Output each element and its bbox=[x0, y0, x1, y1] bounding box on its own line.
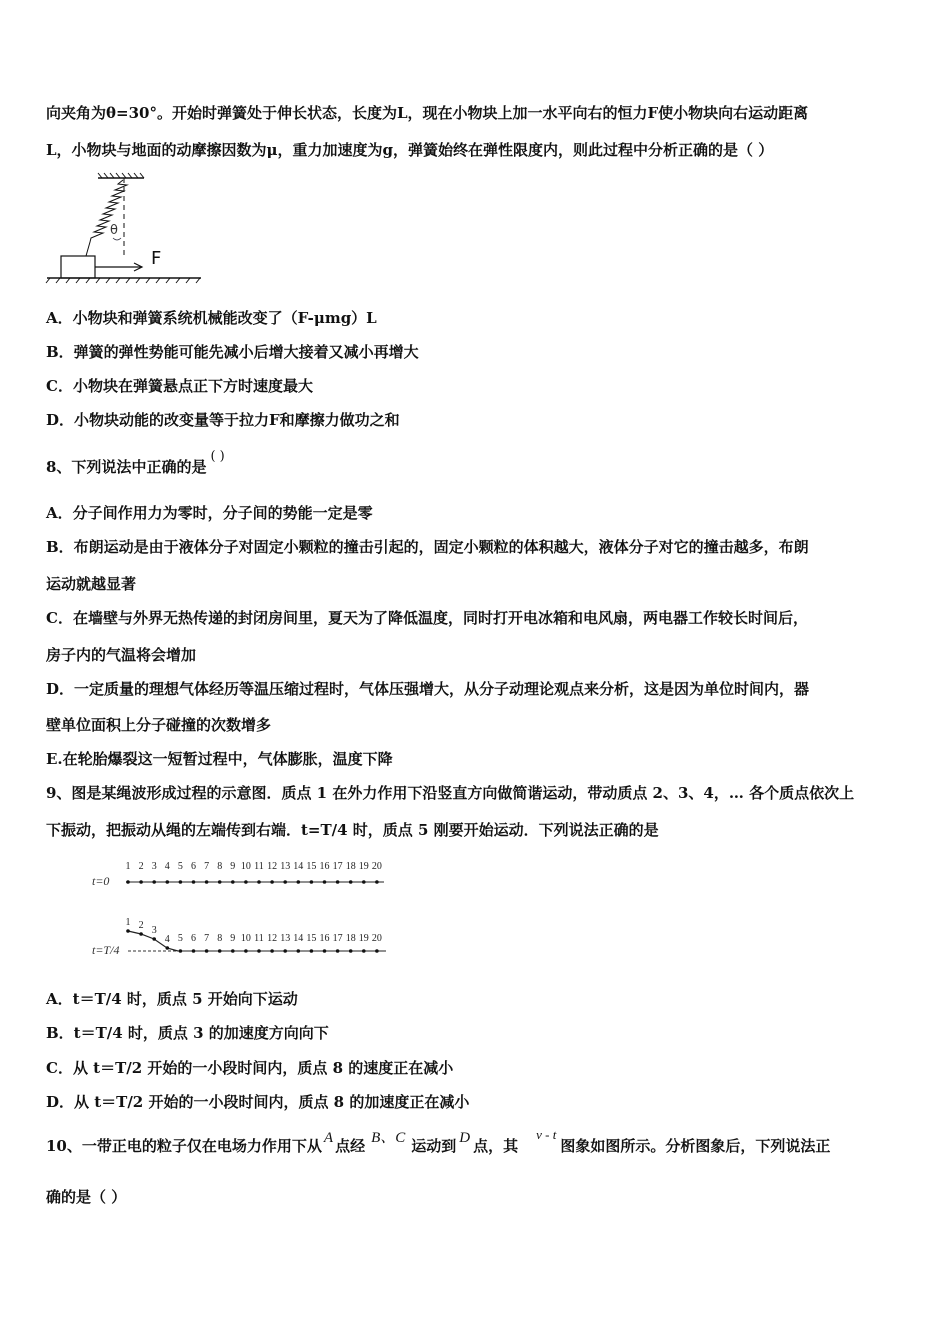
rope-t0-point bbox=[336, 880, 340, 884]
rope-t0-number: 2 bbox=[138, 861, 144, 872]
rope-t0-point bbox=[244, 880, 248, 884]
rope-t0-point bbox=[257, 880, 261, 884]
q7-option-b: B．弹簧的弹性势能可能先减小后增大接着又减小再增大 bbox=[46, 343, 419, 361]
rope-t0-point bbox=[270, 880, 274, 884]
q10-line-1 bbox=[46, 1127, 831, 1157]
rope-t0-point bbox=[139, 880, 143, 884]
q10-seg-3: 运动到 bbox=[411, 1137, 457, 1155]
rope-t0-number: 9 bbox=[230, 861, 236, 872]
q9-line-1: 9、图是某绳波形成过程的示意图．质点 1 在外力作用下沿竖直方向做简谐运动，带动质点 2、3、4，… 各个质点依次上 bbox=[46, 784, 855, 802]
rope-t0-number: 20 bbox=[371, 861, 382, 872]
rope-tq-number: 3 bbox=[151, 925, 157, 936]
rope-tq-number: 15 bbox=[306, 933, 317, 944]
rope-tq-number: 2 bbox=[138, 920, 144, 931]
q10-seg-1: 10、一带正电的粒子仅在电场力作用下从 bbox=[46, 1137, 322, 1155]
rope-tq-number: 5 bbox=[177, 933, 183, 944]
rope-wave-figure bbox=[90, 858, 400, 962]
spring-block-figure bbox=[44, 172, 204, 284]
rope-t0-point bbox=[362, 880, 366, 884]
rope-t0-point bbox=[126, 880, 130, 884]
q8-option-c: C．在墙壁与外界无热传递的封闭房间里，夏天为了降低温度，同时打开电冰箱和电风扇，两电器工作较长时间后， bbox=[46, 609, 808, 627]
rope-t0-number: 12 bbox=[267, 861, 278, 872]
rope-tq-number: 7 bbox=[204, 933, 210, 944]
rope-tq-point bbox=[152, 937, 156, 941]
rope-tq-number: 8 bbox=[217, 933, 223, 944]
rope-tq-point bbox=[231, 949, 235, 953]
rope-tq-point bbox=[192, 949, 196, 953]
q7-option-d: D．小物块动能的改变量等于拉力F和摩擦力做功之和 bbox=[46, 411, 400, 429]
q8-option-b: B．布朗运动是由于液体分子对固定小颗粒的撞击引起的，固定小颗粒的体积越大，液体分子对它的撞击越多，布朗 bbox=[46, 538, 809, 556]
rope-t0-point bbox=[192, 880, 196, 884]
rope-t0-number: 5 bbox=[177, 861, 183, 872]
rope-tq-point bbox=[166, 946, 170, 950]
q10-points-bc: B、C bbox=[371, 1130, 406, 1146]
rope-t0-number: 4 bbox=[164, 861, 170, 872]
q7-option-c: C．小物块在弹簧悬点正下方时速度最大 bbox=[46, 377, 313, 395]
rope-t0-number: 16 bbox=[319, 861, 330, 872]
rope-tq-point bbox=[270, 949, 274, 953]
q7-line-1: 向夹角为θ=30°。开始时弹簧处于伸长状态，长度为L，现在小物块上加一水平向右的恒力F使小物块向右运动距离 bbox=[46, 104, 809, 122]
rope-t0-number: 15 bbox=[306, 861, 317, 872]
q10-seg-2: 点经 bbox=[335, 1137, 366, 1155]
rope-tq-point bbox=[283, 949, 287, 953]
rope-t0-number: 1 bbox=[125, 861, 131, 872]
rope-t0-number: 11 bbox=[254, 861, 264, 872]
q8-option-a: A．分子间作用力为零时，分子间的势能一定是零 bbox=[46, 504, 373, 522]
rope-tq-number: 1 bbox=[125, 917, 131, 928]
rope-t0-point bbox=[323, 880, 327, 884]
rope-tq-number: 20 bbox=[371, 933, 382, 944]
rope-t0-point bbox=[349, 880, 353, 884]
rope-t0-number: 13 bbox=[280, 861, 291, 872]
rope-tq-point bbox=[336, 949, 340, 953]
q7-line-2: L，小物块与地面的动摩擦因数为μ，重力加速度为g，弹簧始终在弹性限度内，则此过程中分析正确的是（ ） bbox=[46, 141, 774, 159]
rope-t0-number: 7 bbox=[204, 861, 210, 872]
rope-t0-number: 10 bbox=[240, 861, 251, 872]
rope-tq-point bbox=[139, 932, 143, 936]
rope-tq-number: 18 bbox=[345, 933, 356, 944]
rope-t0-number: 8 bbox=[217, 861, 223, 872]
rope-row2-label: t=T/4 bbox=[92, 943, 120, 957]
rope-t0-number: 19 bbox=[358, 861, 369, 872]
rope-t0-point bbox=[231, 880, 235, 884]
q9-line-2: 下振动，把振动从绳的左端传到右端．t=T/4 时，质点 5 刚要开始运动．下列说法正确的是 bbox=[46, 821, 659, 839]
rope-t0-point bbox=[218, 880, 222, 884]
q8-answer-paren: ( ) bbox=[210, 449, 225, 464]
q10-vt-label: v - t bbox=[536, 1127, 557, 1142]
rope-t0-point bbox=[152, 880, 156, 884]
rope-tq-point bbox=[310, 949, 314, 953]
q9-option-d: D．从 t＝T/2 开始的一小段时间内，质点 8 的加速度正在减小 bbox=[46, 1093, 470, 1111]
q8-option-d: D．一定质量的理想气体经历等温压缩过程时，气体压强增大，从分子动理论观点来分析，这是因为单位时间内，器 bbox=[46, 680, 810, 698]
rope-t0-number: 18 bbox=[345, 861, 356, 872]
rope-tq-point bbox=[375, 949, 379, 953]
q8-stem-text: 8、下列说法中正确的是 bbox=[46, 458, 207, 476]
q9-option-b: B．t＝T/4 时，质点 3 的加速度方向向下 bbox=[46, 1024, 329, 1042]
rope-t0-point bbox=[283, 880, 287, 884]
rope-t0-number: 17 bbox=[332, 861, 343, 872]
rope-t0-point bbox=[166, 880, 170, 884]
rope-tq-number: 17 bbox=[332, 933, 343, 944]
rope-tq-point bbox=[297, 949, 301, 953]
rope-tq-point bbox=[349, 949, 353, 953]
rope-t0-point bbox=[179, 880, 183, 884]
rope-tq-point bbox=[218, 949, 222, 953]
force-label: F bbox=[151, 248, 162, 269]
rope-t0-number: 6 bbox=[191, 861, 196, 872]
rope-tq-number: 12 bbox=[267, 933, 278, 944]
rope-tq-number: 19 bbox=[358, 933, 369, 944]
rope-t0-point bbox=[205, 880, 209, 884]
q8-option-e: E.在轮胎爆裂这一短暂过程中，气体膨胀，温度下降 bbox=[46, 750, 393, 768]
rope-tq-number: 14 bbox=[293, 933, 304, 944]
rope-tq-number: 10 bbox=[240, 933, 251, 944]
rope-tq-point bbox=[179, 949, 183, 953]
rope-tq-point bbox=[205, 949, 209, 953]
rope-tq-number: 9 bbox=[230, 933, 236, 944]
rope-tq-point bbox=[244, 949, 248, 953]
q10-point-a: A bbox=[323, 1130, 334, 1146]
rope-tq-number: 6 bbox=[191, 933, 196, 944]
q8-option-d-cont: 壁单位面积上分子碰撞的次数增多 bbox=[46, 716, 272, 734]
q9-option-c: C．从 t＝T/2 开始的一小段时间内，质点 8 的速度正在减小 bbox=[46, 1059, 454, 1077]
rope-tq-number: 11 bbox=[254, 933, 264, 944]
q8-option-b-cont: 运动就越显著 bbox=[46, 575, 137, 593]
rope-tq-point bbox=[126, 929, 130, 933]
rope-t0-number: 14 bbox=[293, 861, 304, 872]
rope-row1-label: t=0 bbox=[92, 874, 110, 888]
q8-stem bbox=[46, 449, 225, 479]
rope-tq-number: 13 bbox=[280, 933, 291, 944]
theta-label: θ bbox=[110, 223, 118, 238]
rope-tq-number: 16 bbox=[319, 933, 330, 944]
rope-t0-point bbox=[297, 880, 301, 884]
q8-option-c-cont: 房子内的气温将会增加 bbox=[46, 646, 197, 664]
rope-t0-number: 3 bbox=[151, 861, 157, 872]
rope-tq-number: 4 bbox=[164, 934, 170, 945]
q10-seg-4: 点，其 bbox=[473, 1137, 519, 1155]
rope-tq-point bbox=[362, 949, 366, 953]
rope-tq-point bbox=[323, 949, 327, 953]
q10-line-2: 确的是（ ） bbox=[46, 1188, 127, 1206]
rope-tq-point bbox=[257, 949, 261, 953]
rope-t0-point bbox=[310, 880, 314, 884]
rope-t0-point bbox=[375, 880, 379, 884]
q9-option-a: A．t＝T/4 时，质点 5 开始向下运动 bbox=[46, 990, 298, 1008]
q10-seg-5: 图象如图所示。分析图象后，下列说法正 bbox=[560, 1137, 831, 1155]
q7-option-a: A．小物块和弹簧系统机械能改变了（F-μmg）L bbox=[46, 309, 377, 327]
q10-point-d: D bbox=[459, 1130, 471, 1146]
